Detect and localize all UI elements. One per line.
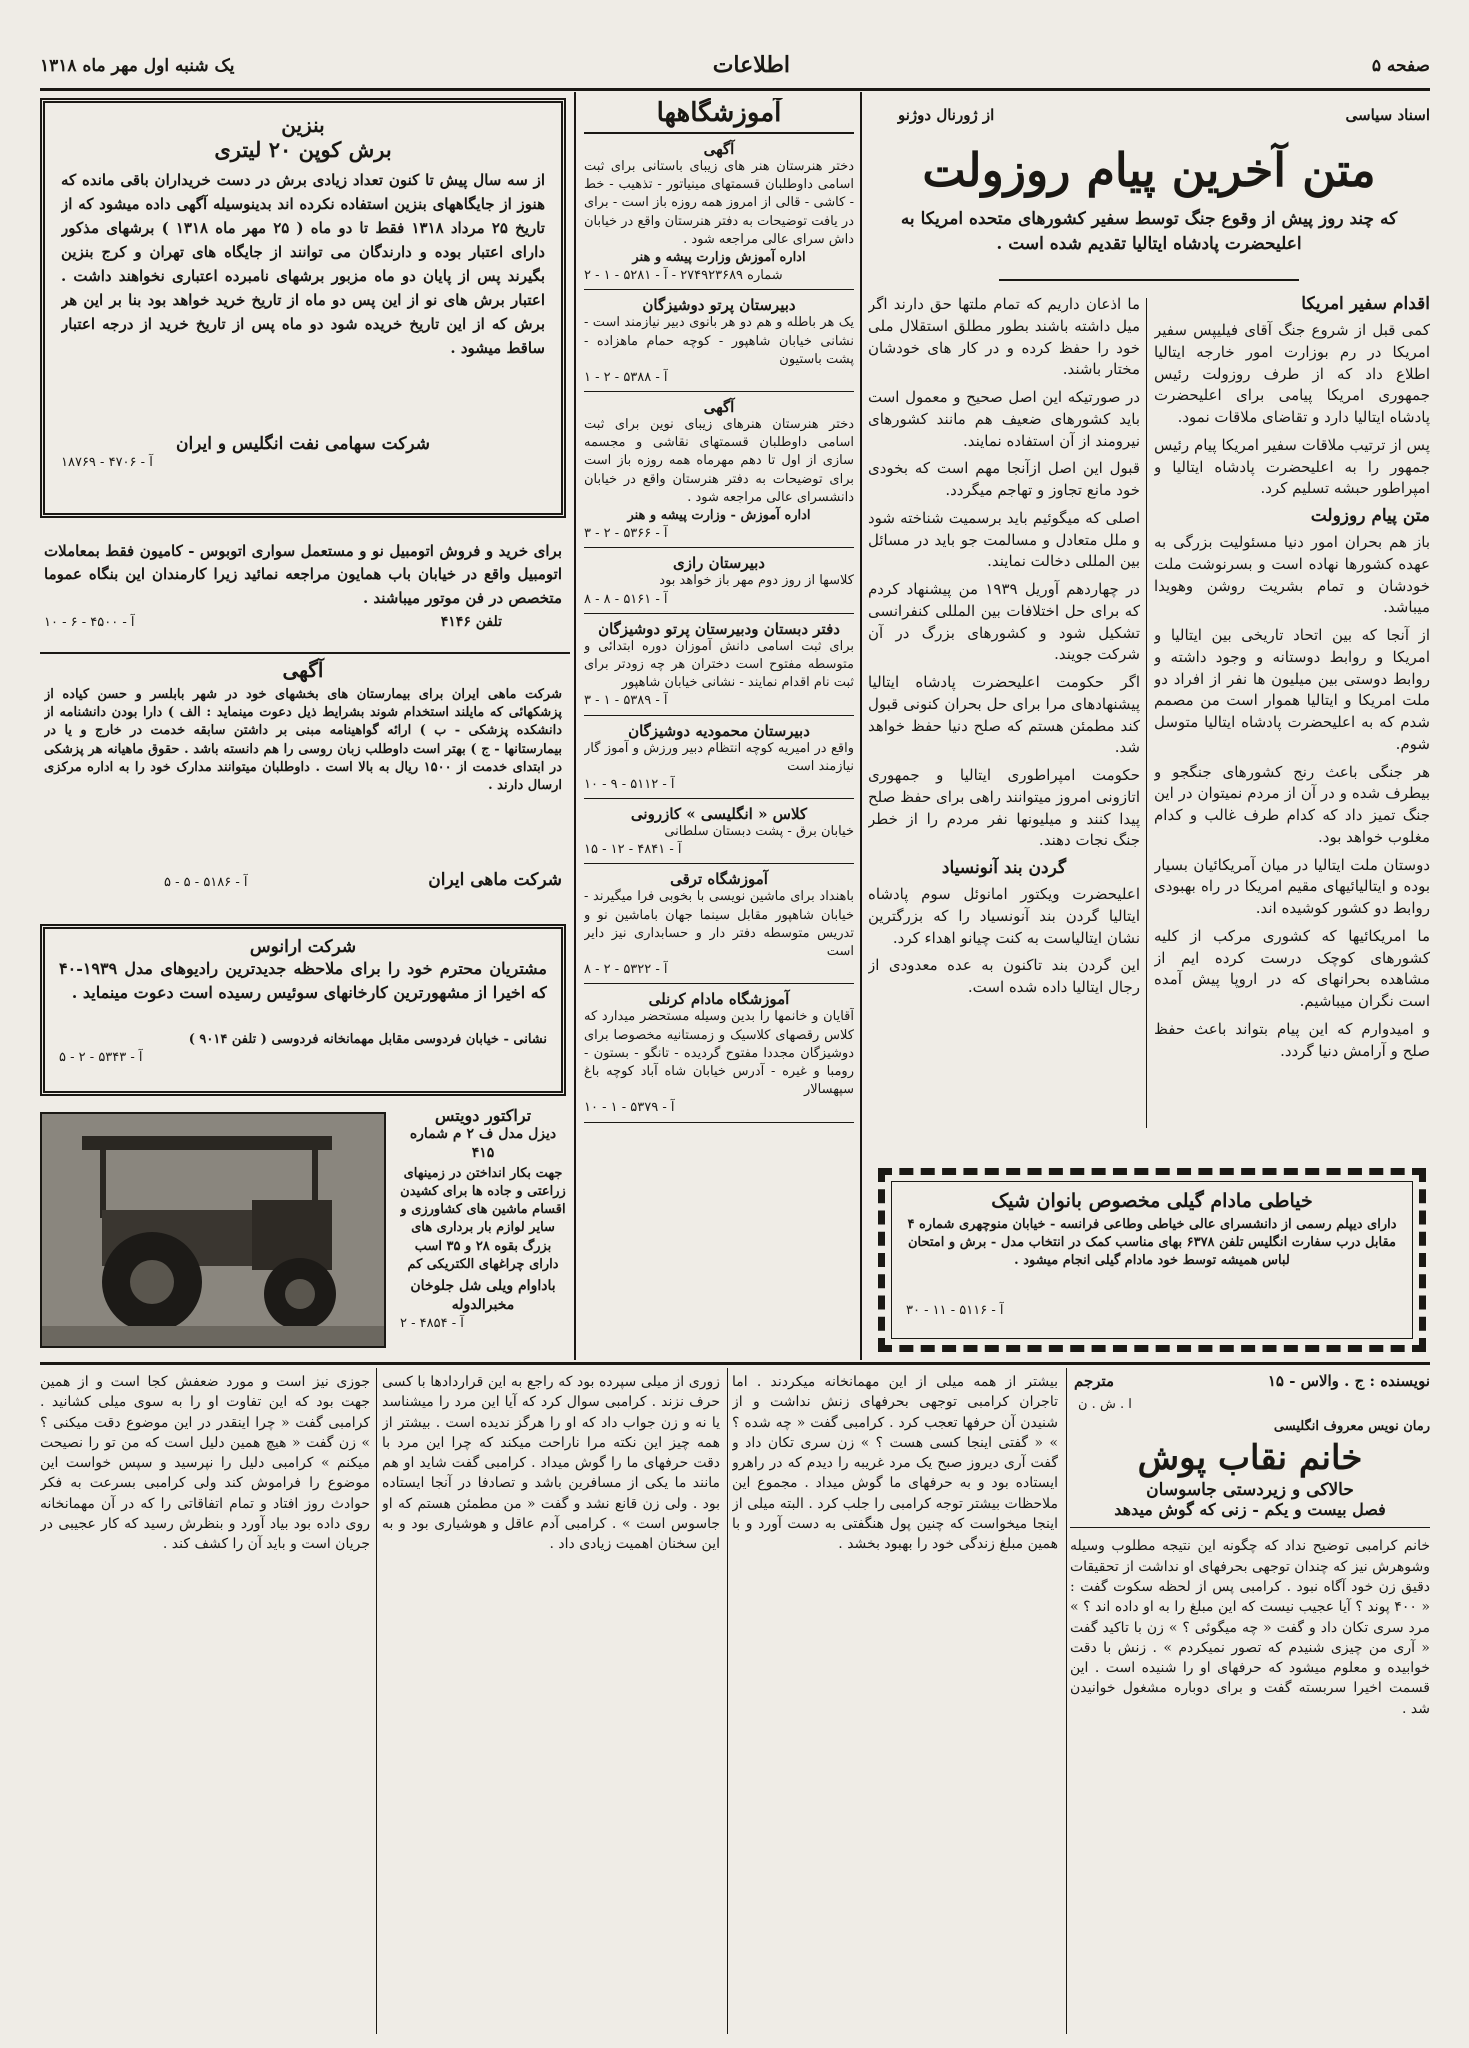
school-ad-code: آ - ۴۸۴۱ - ۱۲ - ۱۵ — [584, 842, 682, 858]
schools-column — [584, 98, 854, 1356]
school-ad-body: واقع در امیریه کوچه انتظام دبیر ورزش و آموز گار نیازمند است — [584, 740, 854, 774]
article-paragraph: ما اذعان داریم که تمام ملتها حق دارند اگر میل داشته باشند بطور مطلق استقلال ملی خود را حفظ کرده و در کار های خودشان مختار باشند. — [868, 295, 1140, 379]
main-article — [868, 98, 1430, 1158]
article-subtitle: که چند روز پیش از وقوع جنگ توسط سفیر کشورهای متحده امریکا به اعلیحضرت پادشاه ایتالیا تقدیم شده است . — [900, 208, 1398, 254]
school-ad — [584, 620, 854, 716]
article-paragraph: اعلیحضرت ویکتور امانوئل سوم پادشاه ایتالیا گردن بند آنونسیاد را که بزرگترین نشان ایتالیاست به کنت چیانو اهداء کرد. — [868, 885, 1140, 947]
school-ad-title: آگهی — [703, 140, 735, 158]
section-heading: متن پیام روزولت — [1310, 506, 1430, 526]
section-heading: گردن بند آنونسیاد — [941, 858, 1067, 878]
school-ad — [584, 554, 854, 613]
school-ad-title: دبیرستان رازی — [673, 554, 765, 573]
ad-body: دارای دیپلم رسمی از دانشسرای عالی خیاطی وطاعی فرانسه - خیابان منوچهری شماره ۴ مقابل درب سفارت انگلیس تلفن ۶۳۷۸ بهای مناسب کمک در انتخاب مدل - برش و امتحان لباس همیشه توسط خود مادام گیلی انجام میشود . — [907, 1217, 1397, 1269]
serial-column — [40, 1372, 370, 2032]
ad-phone: تلفن ۴۱۴۶ — [440, 614, 502, 630]
article-paragraph: پس از ترتیب ملاقات سفیر امریکا پیام رئیس جمهور را به اعلیحضرت پادشاه ایتالیا و امپراطور حبشه تسلیم کرد. — [1154, 435, 1430, 498]
tractor-icon — [42, 1114, 384, 1346]
ad-dealer: باداوام ویلی شل جلوخان مخبرالدوله — [410, 1277, 556, 1313]
ad-title: تراکتور دویتس — [434, 1106, 532, 1125]
serial-paragraph: بیشتر از همه میلی از این مهمانخانه میکردند . اما تاجران کرامبی توجهی بحرفهای زنش نداشت و از شنیدن آن حرفها تعجب کرد . کرامبی گفت « چه شده ؟ » « گفتی اینجا کسی هست ؟ » زن سری تکان داد و گفت آری دیروز صبح یک مرد غریبه را دیدم که در راهرو ایستاده بود و به حرفهای ما گوش میداد . مجموع این ملاحظات بیشتر توجه کرامبی را جلب کرد . البته میلی از اینجا میخواست که چنین پول هنگفتی به دست آورد و با همین مبلغ زندگی خود را بهبود بخشد . — [732, 1374, 1058, 1553]
serial-paragraph: جوزی نیز است و مورد ضعفش کجا است و از همین جهت بود که این تفاوت او را به سوی میلی کشانید . کرامبی گفت « چرا اینقدر در این موضوع دقت میکنی ؟ » زن گفت « هیچ همین دلیل است که من تو را نصیحت میکنم » کرامبی دلیل را نپرسید و سپس خواست این موضوع را فراموش کند ولی کرامبی بسرعت به فکر حوادث روز افتاد و تمام اتفاقاتی را که در آن مهمانخانه روی داده بود بیاد آورد و بنظرش رسید که کار عجیبی در جریان است و باید آن را کشف کند . — [40, 1374, 370, 1553]
ad-title: خیاطی مادام گیلی مخصوص بانوان شیک — [991, 1190, 1313, 1212]
article-paragraph: اگر حکومت اعلیحضرت پادشاه ایتالیا پیشنهادهای مرا برای حل بحران کنونی قبول کند مطمئن هستم که صلح دنیا حفظ خواهد شد. — [868, 673, 1140, 757]
school-ad-code: شماره ۲۷۴۹۲۳۶۸۹ - آ - ۵۲۸۱ - ۱ - ۲ — [584, 268, 783, 284]
column-divider — [574, 92, 576, 1360]
school-ad-code: آ - ۵۳۷۹ - ۱ - ۱۰ — [584, 1100, 675, 1116]
article-paragraph: و امیدوارم که این پیام بتواند باعث حفظ صلح و آرامش دنیا گردد. — [1154, 1019, 1430, 1060]
school-ad-body: خیابان برق - پشت دبستان سلطانی — [664, 824, 854, 840]
school-ad-title: دفتر دبستان ودبیرستان پرتو دوشیزگان — [598, 619, 840, 638]
school-ad-title: کلاس « انگلیسی » کازرونی — [630, 805, 808, 824]
ad-subtitle: دیزل مدل ف ۲ م شماره ۴۱۵ — [409, 1126, 557, 1161]
school-ad-title: دبیرستان محمودیه دوشیزگان — [628, 721, 810, 740]
school-ad-title: آموزشگاه مادام کرنلی — [648, 990, 790, 1009]
school-ad — [584, 722, 854, 800]
fisheries-ad — [44, 658, 562, 920]
ad-body: برای خرید و فروش اتومبیل نو و مستعمل سواری اتوبوس - کامیون فقط بمعاملات اتومبیل واقع در خیابان باب همایون مراجعه نمائید زیرا کارمندان این بنگاه عموما متخصص در فن موتور میباشند . — [44, 542, 562, 607]
article-paragraph: اصلی که میگوئیم باید برسمیت شناخته شود و ملل متعادل و مسالمت جو باید در مسائل بین المللی دخالت نمایند. — [868, 508, 1140, 571]
article-paragraph: در صورتیکه این اصل صحیح و معمول است باید کشورهای ضعیف هم مانند کشورهای نیرومند از آن استفاده نمایند. — [868, 388, 1140, 450]
serial-column — [732, 1372, 1058, 2032]
school-ad-body: دختر هنرستان هنرهای زیبای نوین برای ثبت اسامی داوطلبان قسمتهای نقاشی و مجسمه سازی از اول تا دهم مهرماه همه روزه باز است برای توضیحات به دفتر هنرستان واقع در خیابان دانشسرای عالی مراجعه شود . — [584, 417, 854, 505]
page-number: صفحه ۵ — [1371, 56, 1430, 76]
column-divider — [860, 92, 862, 1360]
article-kicker: اسناد سیاسی — [1345, 106, 1430, 124]
school-ad — [584, 140, 854, 290]
header-rule — [40, 88, 1430, 91]
issue-date: یک شنبه اول مهر ماه ۱۳۱۸ — [40, 56, 235, 76]
section-rule — [40, 1362, 1430, 1365]
school-ad-code: آ - ۵۳۸۹ - ۱ - ۳ — [584, 693, 668, 709]
serial-author: نویسنده : ج . والاس - ۱۵ — [1267, 1372, 1430, 1390]
school-ad-code: آ - ۵۱۶۱ - ۸ - ۸ — [584, 591, 668, 607]
article-title: متن آخرین پیام روزولت — [922, 143, 1376, 197]
serial-chapter: فصل بیست و یکم - زنی که گوش میدهد — [1114, 1500, 1386, 1520]
school-ad-code: آ - ۵۱۱۲ - ۹ - ۱۰ — [584, 776, 675, 792]
ad-code: آ - ۵۱۸۶ - ۵ - ۵ — [164, 875, 248, 890]
article-paragraph: دوستان ملت ایتالیا در میان آمریکائیان بسیار بوده و ایتالیائیهای مقیم امریکا در راه بهبودی روابط دو کشور کوشیده اند. — [1154, 855, 1430, 917]
article-paragraph: هر جنگی باعث رنج کشورهای جنگجو و بیطرف شده و در آن از مردم نمیتوان در این جنگ تمیز داد که کدام طرف غالب و کدام مغلوب خواهد بود. — [1154, 762, 1430, 846]
school-ad-body: آقایان و خانمها را بدین وسیله مستحضر میدارد که کلاس رقصهای کلاسیک و زمستانیه مخصوصا برای دوشیزگان مجددا مفتوح گردیده - تانگو - بستون - رومبا و غیره - آدرس خیابان شاه آباد کوچه باغ سپهسالار — [584, 1009, 854, 1098]
serial-translator: مترجم — [1074, 1372, 1115, 1390]
article-paragraph: ما امریکائیها که کشوری مرکب از کلیه کشورهای کوچک درست کرده ایم از مشاهده بحرانهای که در اروپا پیش آمده است نگران میباشیم. — [1154, 926, 1430, 1010]
serial-column — [382, 1372, 720, 2032]
article-paragraph: حکومت امپراطوری ایتالیا و جمهوری اتازونی امروز میتوانند راهی برای حفظ صلح پیدا کنند و میلیونها نفر مردم را از خطر جنگ نجات دهند. — [868, 766, 1140, 850]
school-ad-signature: اداره آموزش وزارت پیشه و هنر — [632, 249, 806, 265]
author-description: رمان نویس معروف انگلیسی — [1273, 1419, 1430, 1434]
article-paragraph: قبول این اصل ازآنجا مهم است که بخودی خود مانع تجاوز و تهاجم میگردد. — [868, 459, 1140, 499]
paper-name: اطلاعات — [712, 52, 790, 78]
school-ad — [584, 296, 854, 392]
ad-code: آ - ۵۳۴۳ - ۲ - ۵ — [59, 1050, 143, 1066]
ad-title: آگهی — [282, 658, 324, 682]
school-ad-code: آ - ۵۳۲۲ - ۲ - ۸ — [584, 962, 668, 978]
school-ad — [584, 805, 854, 864]
column-title: آموزشگاهها — [656, 98, 782, 128]
ad-code: آ - ۴۸۵۴ - ۲ — [400, 1315, 464, 1331]
serial-paragraph: زوری از میلی سپرده بود که راجع به این قراردادها با کسی حرف نزند . کرامبی سوال کرد که آیا این مرد را میشناسد یا نه و زن جواب داد که او را هرگز ندیده است . بیشتر از همه چیز این نکته مرا ناراحت میکند که چرا این مرد با دقت حرفهای ما را گوش میداد . کرامبی گفت شاید او هم مانند ما یکی از مسافرین باشد و تصادفا در آنجا ایستاده بود . ولی زن قانع نشد و گفت « من مطمئن هستم که او جاسوس است » . کرامبی آدم عاقل و هوشیاری بود و به این سخنان اهمیت زیادی داد . — [382, 1374, 720, 1553]
school-ad-body: یک هر باطله و هم دو هر بانوی دبیر نیازمند است - نشانی خیابان شاهپور - کوچه حمام ماهزاده - پشت باستیون — [584, 315, 854, 367]
ad-body: شرکت ماهی ایران برای بیمارستان های بخشهای خود در شهر بابلسر و حسن کیاده از پزشکهائی که مایلند استخدام شوند بشرایط ذیل دعوت مینماید : الف ) دارا بودن دانشنامه از دانشکده پزشکی - ب ) ارائه گواهینامه مبنی بر داشتن سابقه خدمت در خارج و یا در بیمارستانها - ج ) بهتر است داوطلب زبان روسی را هم دانسته باشد . حقوق ماهیانه هر پزشکی در ابتدای خدمت از ۱۵۰۰ ریال به بالا است . داوطلبان میتوانند مدارک خود را به اداره مرکزی ارسال دارند . — [44, 687, 562, 793]
school-ad — [584, 870, 854, 984]
ad-body: جهت بکار انداختن در زمینهای زراعتی و جاده ها برای کشیدن اقسام ماشین های کشاورزی و سایر لوازم بار برداری های بزرگ بقوه ۲۸ و ۳۵ اسب دارای چراغهای الکتریکی کم — [400, 1165, 566, 1272]
serial-header — [1070, 1370, 1430, 2030]
school-ads-list — [584, 140, 854, 1123]
ad-code: آ - ۵۱۱۶ - ۱۱ - ۳۰ — [906, 1303, 1004, 1318]
tractor-photo — [40, 1112, 386, 1348]
radio-ad — [40, 924, 566, 1096]
school-ad-signature: اداره آموزش - وزارت پیشه و هنر — [627, 508, 811, 523]
school-ad — [584, 990, 854, 1122]
school-ad-body: دختر هنرستان هنر های زیبای باستانی برای ثبت اسامی داوطلبان قسمتهای مینیاتور - تذهیب - خط - کاشی - قالی از امروز همه روزه باز است - برای در یافت توضیحات به دفتر هنرستان واقع در خیابان داش سرای عالی مراجعه شود . — [584, 159, 854, 247]
school-ad-title: آگهی — [703, 398, 735, 417]
title-underline — [999, 279, 1299, 281]
article-right-column — [1154, 294, 1430, 1154]
article-paragraph: کمی قبل از شروع جنگ آقای فیلیپس سفیر امریکا در رم بوزارت امور خارجه ایتالیا اطلاع داد که از طرف روزولت رئیس جمهوری امریکا پیامی برای اعلیحضرت پادشاه ایتالیا دارد و تقاضای ملاقات نمود. — [1154, 321, 1430, 426]
school-ad-title: آموزشگاه ترقی — [670, 870, 768, 889]
ad-code: آ - ۴۷۰۶ - ۱۸۷۶۹ — [61, 455, 153, 470]
school-ad-title: دبیرستان پرتو دوشیزگان — [642, 296, 796, 315]
article-paragraph: باز هم بحران امور دنیا مسئولیت بزرگی به عهده کشورها نهاده است و بسرنوشت ملت خودشان و تمام بشریت روشن وهویدا میباشد. — [1154, 533, 1430, 617]
section-heading: اقدام سفیر امریکا — [1301, 294, 1430, 314]
school-ad-code: آ - ۵۳۸۸ - ۲ - ۱ — [584, 369, 668, 385]
ad-title: شرکت ارانوس — [249, 937, 357, 957]
ad-title: بنزین — [281, 113, 325, 137]
ad-address: نشانی - خیابان فردوسی مقابل مهمانخانه فردوسی ( تلفن ۹۰۱۴ ) — [188, 1032, 547, 1047]
ad-signature: شرکت ماهی ایران — [428, 870, 562, 890]
school-ad-body: باهنداد برای ماشین نویسی با بخوبی فرا میگیرند - خیابان شاهپور مقابل سینما جهان باماشین نو و تدریس متوسطه دفتر دار و حسابداری نیز دایر است — [584, 889, 854, 959]
benzin-ad — [40, 98, 566, 518]
school-ad-body: برای ثبت اسامی دانش آموزان دوره ابتدائی و متوسطه مفتوح است دختران هر چه زودتر برای ثبت نام اقدام نمایند - نشانی خیابان شاهپور — [584, 638, 854, 691]
school-ad-body: کلاسها از روز دوم مهر باز خواهد بود — [659, 573, 854, 589]
article-paragraph: این گردن بند تاکنون به عده معدودی از رجال ایتالیا داده شده است. — [868, 956, 1140, 996]
translator-initials: ا . ش . ن — [1078, 1397, 1132, 1412]
ad-subtitle: برش کوپن ۲۰ لیتری — [214, 137, 392, 162]
ad-signature: شرکت سهامی نفت انگلیس و ایران — [175, 434, 431, 454]
ad-body: از سه سال پیش تا کنون تعداد زیادی برش در دست خریداران باقی مانده که هنوز از جایگاههای بنزین استفاده نکرده اند بدینوسیله آگهی داده میشود که از تاریخ ۲۵ مرداد ۱۳۱۸ فقط تا دو ماه ( ۲۵ مهر ماه ۱۳۱۸ ) برشهای مذکور دارای اعتبار بوده و دارندگان می توانند از جایگاه های تهران و کرج بنزین بگیرند پس از پایان دو ماه مزبور برشهای نامبرده اعتباری نخواهند داشت . اعتبار برش های نو از این پس دو ماه از تاریخ خرید خواهد بود بنا بر این هر برش که از این تاریخ خریده شود دو ماه پس از تاریخ خرید از درجه اعتبار ساقط میشود . — [61, 171, 545, 357]
ad-code: آ - ۴۵۰۰ - ۶ - ۱۰ — [44, 615, 135, 630]
serial-title: خانم نقاب پوش — [1137, 1438, 1363, 1479]
article-source: از ژورنال دوژنو — [898, 106, 995, 124]
school-ad-code: آ - ۵۳۶۶ - ۲ - ۳ — [584, 526, 668, 542]
article-paragraph: از آنجا که بین اتحاد تاریخی بین ایتالیا و امریکا و روابط دوستانه و وجود داشته و روابط دوستی بین میلیون ها نفر از افراد دو ملت امریکا و ایتالیا هموار است من مصمم شدم که به اعلیحضرت پادشاه ایتالیا متوسل شوم. — [1154, 626, 1430, 753]
school-ad — [584, 398, 854, 548]
article-paragraph: در چهاردهم آوریل ۱۹۳۹ من پیشنهاد کردم که برای حل اختلافات بین المللی کنفرانسی تشکیل شود و کشورهای بزرگ در آن شرکت جویند. — [868, 580, 1140, 664]
article-left-column — [868, 294, 1140, 1154]
serial-subtitle: حالاکی و زیردستی جاسوسان — [1146, 1480, 1354, 1501]
ad-body: مشتریان محترم خود را برای ملاحظه جدیدترین رادیوهای مدل ۱۹۳۹-۴۰ که اخیرا از مشهورترین کارخانهای سوئیس رسیده است دعوت مینماید . — [59, 959, 547, 1002]
tailor-ad — [878, 1168, 1426, 1352]
car-ad — [44, 540, 562, 648]
serial-paragraph: خانم کرامبی توضیح نداد که چگونه این نتیجه مطلوب وسیله وشوهرش نیز که چندان توجهی بحرفهای او نداشت از تحقیقات دقیق زن خود آگاه نبود . کرامبی پس از لحظه سکوت گفت : « ۴۰۰ پوند ؟ آیا عجیب نیست که این مبلغ را به او داده اند ؟ » مرد سری تکان داد و گفت « چه میگوئی ؟ » زن با تاکید گفت « آری من چیزی شنیدم که تصور نمیکردم » . زنش با دقت خوابیده و معلوم میشود که حرفهای او را شنیده است . این قسمت اخیرا سربسته گفت و برای دوباره مشغول خوانیدن شد . — [1070, 1538, 1430, 1717]
tractor-ad — [40, 1106, 566, 1356]
